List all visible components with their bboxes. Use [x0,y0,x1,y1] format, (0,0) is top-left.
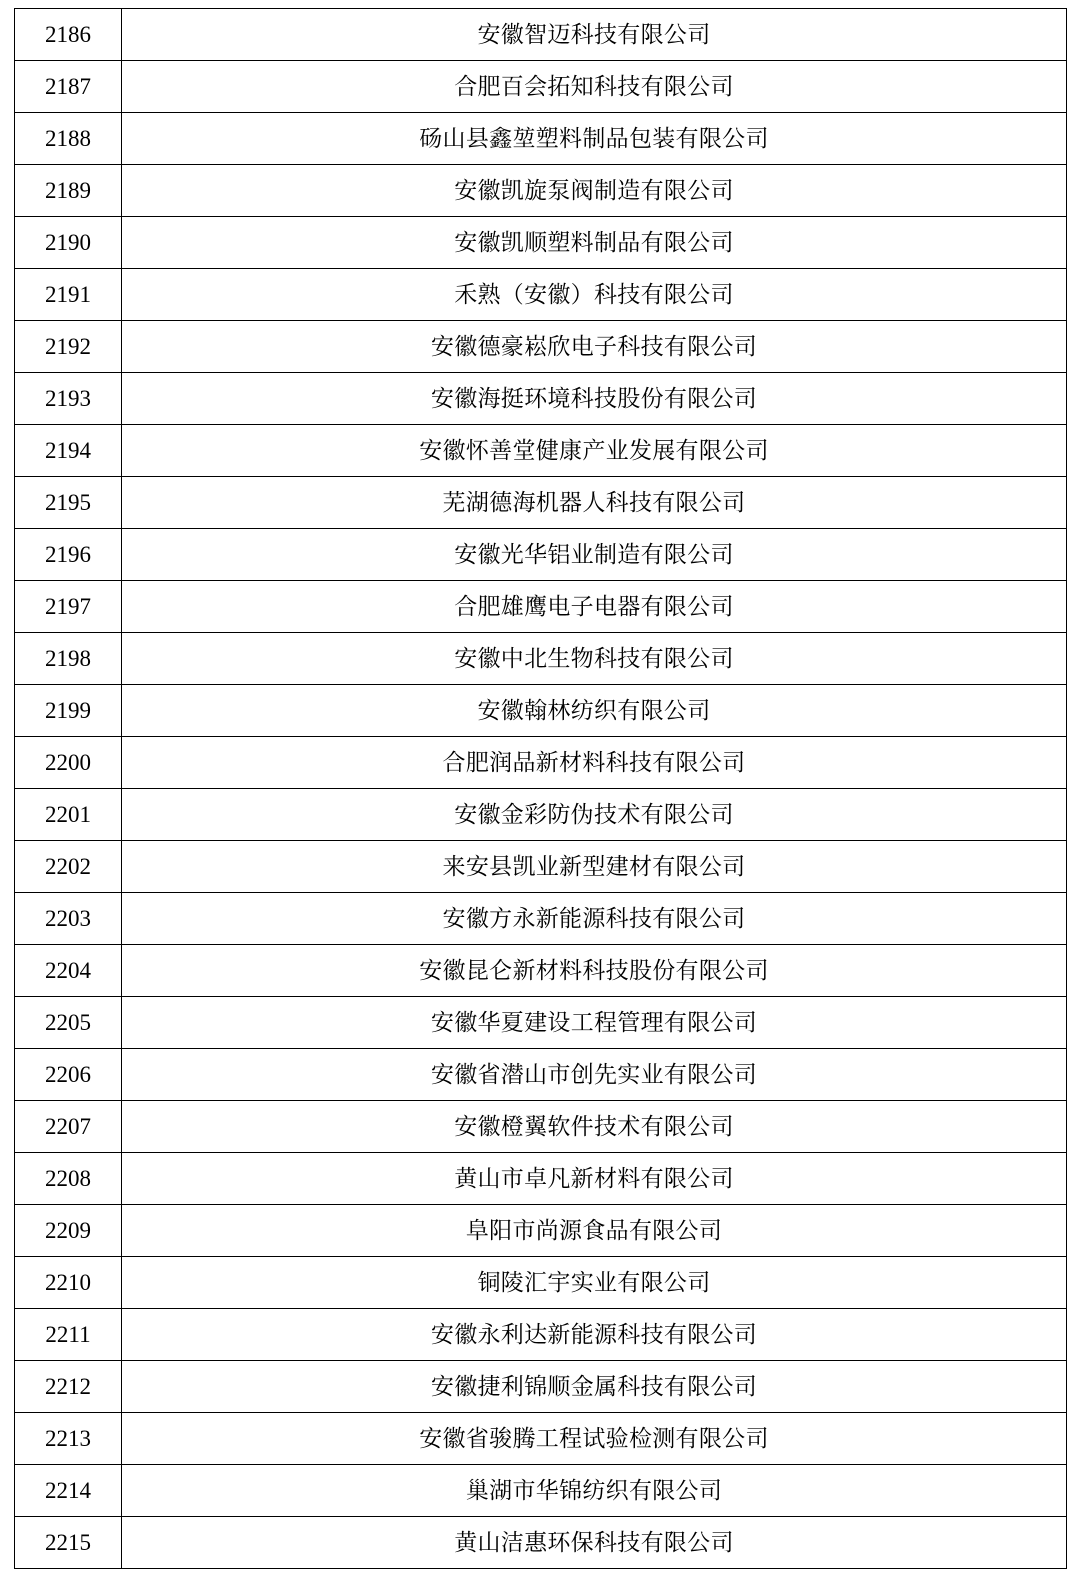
row-index-cell: 2203 [15,893,122,945]
company-name-cell: 安徽永利达新能源科技有限公司 [122,1309,1067,1361]
company-name-cell: 安徽华夏建设工程管理有限公司 [122,997,1067,1049]
company-name-cell: 安徽橙翼软件技术有限公司 [122,1101,1067,1153]
table-body [15,9,1067,1569]
row-index-cell: 2186 [15,9,122,61]
table-row [15,789,1067,841]
company-name-cell: 安徽海挺环境科技股份有限公司 [122,373,1067,425]
company-name-cell: 安徽德豪崧欣电子科技有限公司 [122,321,1067,373]
row-index-cell: 2194 [15,425,122,477]
company-name-cell: 安徽省潜山市创先实业有限公司 [122,1049,1067,1101]
company-name-cell: 安徽省骏腾工程试验检测有限公司 [122,1413,1067,1465]
table-row [15,1101,1067,1153]
table-row [15,477,1067,529]
row-index-cell: 2205 [15,997,122,1049]
row-index-cell: 2188 [15,113,122,165]
table-row [15,9,1067,61]
table-row [15,581,1067,633]
table-row [15,1361,1067,1413]
row-index-cell: 2187 [15,61,122,113]
company-name-cell: 安徽中北生物科技有限公司 [122,633,1067,685]
company-list-table [14,8,1067,1569]
row-index-cell: 2211 [15,1309,122,1361]
row-index-cell: 2189 [15,165,122,217]
row-index-cell: 2210 [15,1257,122,1309]
table-row [15,529,1067,581]
company-name-cell: 安徽方永新能源科技有限公司 [122,893,1067,945]
table-row [15,1309,1067,1361]
row-index-cell: 2214 [15,1465,122,1517]
row-index-cell: 2204 [15,945,122,997]
table-row [15,1049,1067,1101]
row-index-cell: 2200 [15,737,122,789]
row-index-cell: 2206 [15,1049,122,1101]
company-name-cell: 黄山市卓凡新材料有限公司 [122,1153,1067,1205]
company-name-cell: 安徽金彩防伪技术有限公司 [122,789,1067,841]
table-row [15,1257,1067,1309]
table-row [15,1465,1067,1517]
table-row [15,893,1067,945]
row-index-cell: 2196 [15,529,122,581]
table-row [15,945,1067,997]
row-index-cell: 2198 [15,633,122,685]
table-row [15,1205,1067,1257]
row-index-cell: 2199 [15,685,122,737]
company-name-cell: 巢湖市华锦纺织有限公司 [122,1465,1067,1517]
company-name-cell: 黄山洁惠环保科技有限公司 [122,1517,1067,1569]
table-row [15,685,1067,737]
row-index-cell: 2190 [15,217,122,269]
row-index-cell: 2201 [15,789,122,841]
company-name-cell: 芜湖德海机器人科技有限公司 [122,477,1067,529]
row-index-cell: 2197 [15,581,122,633]
table-row [15,1153,1067,1205]
company-name-cell: 禾熟（安徽）科技有限公司 [122,269,1067,321]
company-name-cell: 安徽智迈科技有限公司 [122,9,1067,61]
row-index-cell: 2192 [15,321,122,373]
table-row [15,737,1067,789]
company-name-cell: 安徽凯旋泵阀制造有限公司 [122,165,1067,217]
company-name-cell: 合肥润品新材料科技有限公司 [122,737,1067,789]
row-index-cell: 2208 [15,1153,122,1205]
row-index-cell: 2193 [15,373,122,425]
table-row [15,425,1067,477]
company-name-cell: 砀山县鑫堃塑料制品包装有限公司 [122,113,1067,165]
row-index-cell: 2212 [15,1361,122,1413]
company-name-cell: 安徽捷利锦顺金属科技有限公司 [122,1361,1067,1413]
row-index-cell: 2209 [15,1205,122,1257]
row-index-cell: 2195 [15,477,122,529]
table-row [15,165,1067,217]
row-index-cell: 2202 [15,841,122,893]
table-row [15,321,1067,373]
company-name-cell: 铜陵汇宇实业有限公司 [122,1257,1067,1309]
table-row [15,841,1067,893]
company-name-cell: 阜阳市尚源食品有限公司 [122,1205,1067,1257]
company-name-cell: 安徽昆仑新材料科技股份有限公司 [122,945,1067,997]
row-index-cell: 2213 [15,1413,122,1465]
table-row [15,373,1067,425]
table-row [15,997,1067,1049]
table-row [15,633,1067,685]
table-row [15,1413,1067,1465]
company-name-cell: 合肥雄鹰电子电器有限公司 [122,581,1067,633]
company-name-cell: 安徽光华铝业制造有限公司 [122,529,1067,581]
company-name-cell: 安徽凯顺塑料制品有限公司 [122,217,1067,269]
table-row [15,269,1067,321]
table-row [15,217,1067,269]
document-page [0,8,1080,1555]
company-name-cell: 安徽翰林纺织有限公司 [122,685,1067,737]
company-name-cell: 来安县凯业新型建材有限公司 [122,841,1067,893]
row-index-cell: 2191 [15,269,122,321]
table-row [15,1517,1067,1569]
table-row [15,113,1067,165]
company-name-cell: 安徽怀善堂健康产业发展有限公司 [122,425,1067,477]
row-index-cell: 2215 [15,1517,122,1569]
company-name-cell: 合肥百会拓知科技有限公司 [122,61,1067,113]
table-row [15,61,1067,113]
row-index-cell: 2207 [15,1101,122,1153]
